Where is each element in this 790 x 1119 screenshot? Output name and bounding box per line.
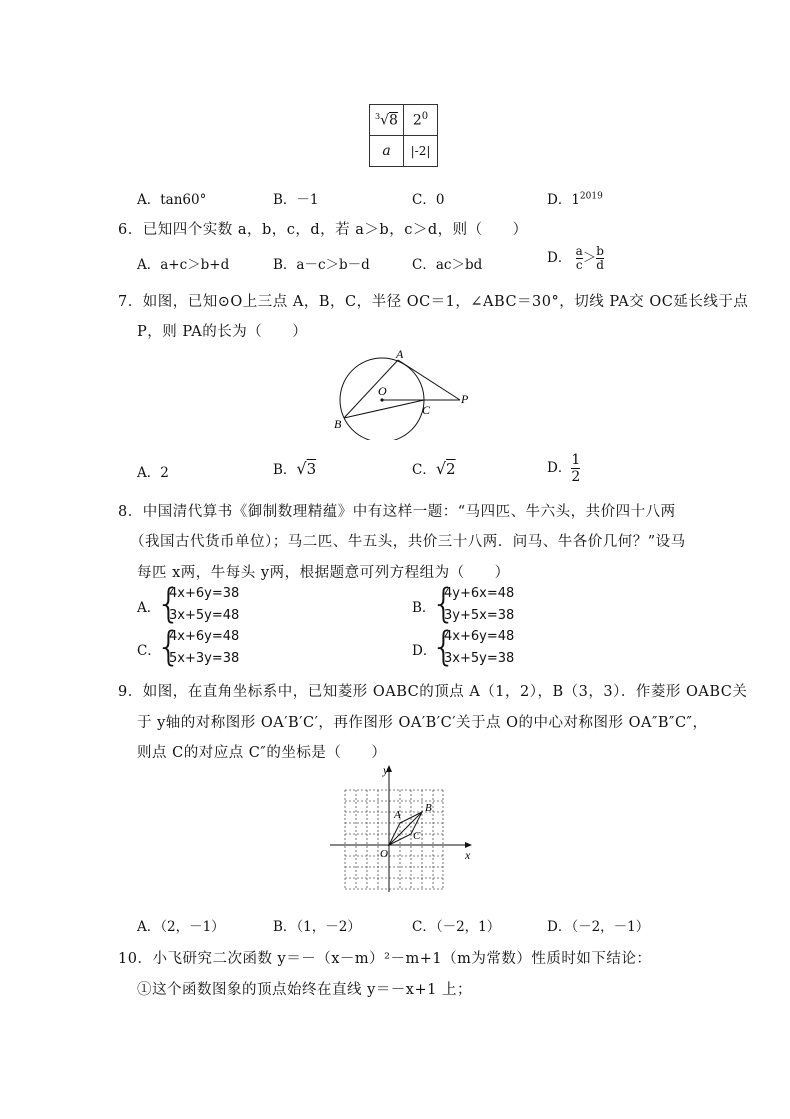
q5-table: [369, 104, 438, 167]
q9-stem-line1: 9．如图，在直角坐标系中，已知菱形 OABC的顶点 A（1，2），B（3，3）．作菱形 OABC关: [118, 684, 748, 700]
line-bc: [344, 400, 424, 418]
q7-option-b: B．√3: [273, 459, 317, 478]
label-c: C: [413, 830, 421, 842]
label-b: B: [334, 417, 342, 431]
label-x: x: [465, 848, 471, 862]
q10-conclusion-1: ①这个函数图象的顶点始终在直线 y＝－x+1 上；: [137, 982, 472, 998]
q9-option-c: C．（－2，1）: [412, 919, 501, 935]
q6-option-a: A．a+c＞b+d: [137, 257, 230, 273]
q7-circle-figure: [330, 340, 480, 440]
q5-cell-power: $2^0$: [404, 105, 438, 136]
label-y: y: [383, 763, 389, 777]
q9-coordinate-figure: [325, 762, 480, 894]
q8-stem-line3: 每匹 x两，牛每头 y两，根据题意可列方程组为（ ）: [137, 565, 510, 581]
q6-option-c: C．ac＞bd: [412, 257, 483, 273]
label-a: A: [396, 347, 404, 361]
q8-stem-line2: （我国古代货币单位）；马二匹、牛五头，共价三十八两．问马、牛各价几何？”设马: [130, 534, 686, 550]
line-pa: [398, 360, 460, 400]
q8-stem-line1: 8．中国清代算书《御制数理精蕴》中有这样一题：“马四匹、牛六头，共价四十八两: [118, 504, 676, 520]
q6-stem: 6．已知四个实数 a，b，c，d，若 a＞b，c＞d，则（ ）: [118, 222, 528, 238]
line-ab: [344, 360, 398, 418]
q7-stem-line1: 7．如图，已知⊙O上三点 A，B，C，半径 OC＝1，∠ABC＝30°，切线 PA交 OC延长线于点: [118, 294, 749, 310]
q5-cell-a: a: [370, 136, 404, 167]
q5-option-b: B．－1: [273, 192, 319, 208]
q7-stem-line2: P，则 PA的长为（ ）: [137, 324, 308, 340]
label-b: B: [425, 802, 432, 814]
q9-stem-line3: 则点 C的对应点 C″的坐标是（ ）: [137, 745, 387, 761]
q9-option-d: D．（－2，－1）: [547, 919, 650, 935]
q5-option-d: D．$1^{2019}$: [547, 191, 603, 208]
q9-stem-line2: 于 y轴的对称图形 OA′B′C′，再作图形 OA′B′C′关于点 O的中心对称图形 OA″B″C″，: [137, 715, 708, 731]
q9-option-a: A．（2，－1）: [137, 919, 225, 935]
label-c: C: [422, 403, 431, 417]
label-p: P: [461, 392, 469, 406]
q6-option-d: D． $\frac{a}{c}$ ＞ $\frac{b}{d}$: [547, 244, 604, 272]
q10-stem-line1: 10．小飞研究二次函数 y＝－（x－m）²－m+1（m为常数）性质时如下结论：: [118, 951, 652, 967]
q7-option-d: D． $\frac{1}{2}$: [547, 452, 581, 485]
q6-option-b: B．a－c＞b－d: [273, 257, 370, 273]
q5-cell-abs: |-2|: [404, 136, 438, 167]
q7-option-a: A．2: [137, 465, 169, 481]
q5-cell-cuberoot: $^3$√8: [370, 105, 404, 136]
q5-option-c: C．0: [412, 192, 445, 208]
q5-option-a: A．tan60°: [137, 192, 207, 208]
label-a: A: [394, 809, 401, 821]
label-o: O: [380, 848, 388, 860]
label-o: O: [378, 384, 387, 398]
point-o: [380, 398, 383, 401]
q7-option-c: C．√2: [412, 459, 456, 478]
q9-option-b: B．（1，－2）: [273, 919, 361, 935]
